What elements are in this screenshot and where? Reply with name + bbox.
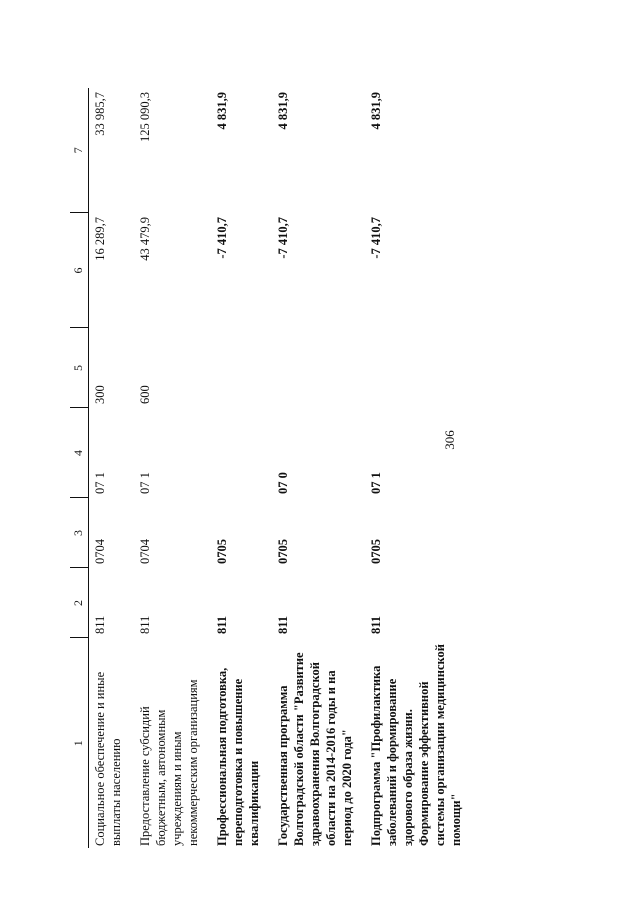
col2-cell: 811 [138, 615, 152, 634]
column-header: 5 [70, 328, 89, 408]
column-header: 1 [70, 638, 89, 848]
col7-cell: 125 090,3 [138, 92, 152, 142]
page-number: 306 [442, 430, 457, 450]
col7-cell: 4 831,9 [276, 92, 290, 130]
col5-cell: 300 [93, 385, 107, 404]
col6-cell: 43 479,9 [138, 217, 152, 261]
col2-cell: 811 [215, 615, 229, 634]
col5-cell [365, 328, 474, 408]
row-name-cell: Подпрограмма "Профилактика заболеваний и формирование здорового образа жизни. Формирование эффективной системы организации медицинской помощи" [369, 644, 463, 846]
row-name-cell: Социальное обеспечение и иные выплаты населению [93, 671, 123, 846]
col6-cell: 16 289,7 [93, 217, 107, 261]
col4-cell: 07 1 [369, 472, 383, 494]
table-row [272, 88, 365, 848]
col6-cell: -7 410,7 [276, 217, 290, 259]
col7-cell: 4 831,9 [369, 92, 383, 130]
col5-cell [211, 328, 272, 408]
column-header: 3 [70, 498, 89, 568]
col2-cell: 811 [276, 615, 290, 634]
col2-cell: 811 [93, 615, 107, 634]
col3-cell: 0705 [276, 539, 290, 564]
column-header: 7 [70, 88, 89, 213]
col7-cell: 4 831,9 [215, 92, 229, 130]
col5-cell: 600 [138, 385, 152, 404]
col2-cell: 811 [369, 615, 383, 634]
col3-cell: 0705 [215, 539, 229, 564]
col4-cell: 07 0 [276, 472, 290, 494]
col3-cell: 0705 [369, 539, 383, 564]
col4-cell: 07 1 [138, 472, 152, 494]
col5-cell [272, 328, 365, 408]
row-name-cell: Профессиональная подготовка, переподготовка и повышение квалификации [215, 667, 261, 846]
column-header: 4 [70, 408, 89, 498]
rotated-table-container [70, 88, 625, 848]
table-row [211, 88, 272, 848]
col7-cell: 33 985,7 [93, 92, 107, 136]
budget-table [70, 88, 474, 848]
col6-cell: -7 410,7 [215, 217, 229, 259]
table-row [134, 88, 211, 848]
col3-cell: 0704 [138, 539, 152, 564]
header-row [70, 88, 89, 848]
table-row [365, 88, 474, 848]
col4-cell [211, 408, 272, 498]
col3-cell: 0704 [93, 539, 107, 564]
column-header: 6 [70, 213, 89, 328]
col6-cell: -7 410,7 [369, 217, 383, 259]
col4-cell: 07 1 [93, 472, 107, 494]
row-name-cell: Государственная программа Волгоградской области "Развитие здравоохранения Волгоградской области на 2014-2016 годы и на период до 2020 года" [276, 652, 354, 846]
table-row [89, 88, 135, 848]
column-header: 2 [70, 568, 89, 638]
row-name-cell: Предоставление субсидий бюджетным, автономным учреждениям и иным некоммерческим организациям [138, 679, 200, 846]
